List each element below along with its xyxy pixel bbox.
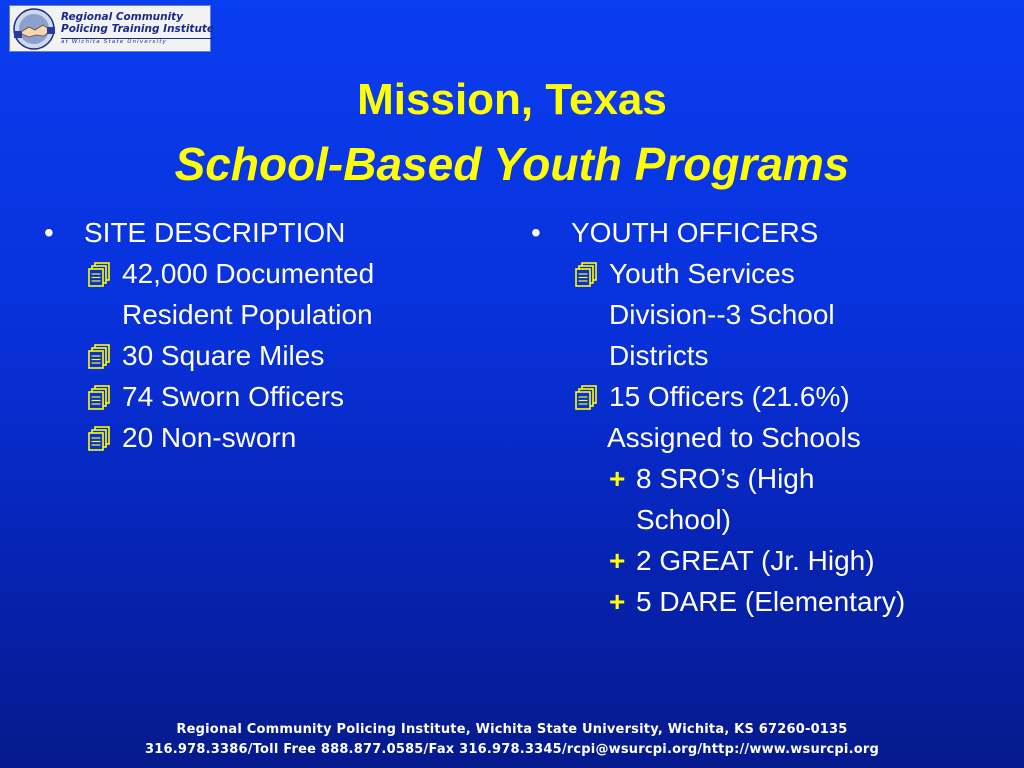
list-item [44,253,494,294]
list-item-text: Districts [609,340,709,371]
list-item-text: Youth Services [609,258,795,289]
list-item [531,376,1001,417]
list-item [531,253,1001,294]
list-item-continuation [531,294,1001,335]
list-item-text: 42,000 Documented [122,258,375,289]
list-item-continuation [531,417,1001,458]
nested-list-item-text: 8 SRO’s (High [636,463,815,494]
bullet-dot-icon: • [531,217,541,248]
document-stack-icon [86,385,112,411]
document-stack-icon [573,262,599,288]
list-item-text: Division--3 School [609,299,835,330]
list-item [44,376,494,417]
handshake-emblem-icon [11,7,57,51]
nested-list-item [531,540,1001,581]
list-item-text: Assigned to Schools [607,422,861,453]
list-item-continuation [44,294,494,335]
left-heading: SITE DESCRIPTION [84,217,346,248]
list-item-text: 30 Square Miles [122,340,325,371]
plus-icon: + [609,586,626,617]
nested-list-item-text: 2 GREAT (Jr. High) [636,545,875,576]
list-item-text: 74 Sworn Officers [122,381,345,412]
right-heading: YOUTH OFFICERS [571,217,819,248]
logo-line-1: Regional Community [61,10,184,23]
plus-icon: + [609,545,626,576]
logo-line-2: Policing Training Institute [61,23,215,36]
institute-logo [9,5,215,52]
list-item [44,417,494,458]
nested-list-item [531,581,1001,622]
footer-contact: 316.978.3386/Toll Free 888.877.0585/Fax 316.978.3345/rcpi@wsurcpi.org/http://www.wsurcpi.org [145,742,879,757]
nested-list-item-text: 5 DARE (Elementary) [636,586,906,617]
list-item-text: Resident Population [122,299,373,330]
plus-icon: + [609,463,626,494]
list-item-text: 15 Officers (21.6%) [609,381,850,412]
nested-list-item-text: School) [636,504,731,535]
right-heading-row [531,212,1001,253]
document-stack-icon [573,385,599,411]
list-item-continuation [531,335,1001,376]
nested-list-item [531,458,1001,499]
document-stack-icon [86,344,112,370]
slide-title: Mission, Texas [357,75,667,124]
left-column [44,212,494,458]
right-column [531,212,1001,622]
document-stack-icon [86,262,112,288]
list-item-text: 20 Non-sworn [122,422,297,453]
footer-address: Regional Community Policing Institute, Wichita State University, Wichita, KS 67260-0135 [176,722,848,737]
nested-list-item-continuation [531,499,1001,540]
document-stack-icon [86,426,112,452]
list-item [44,335,494,376]
slide-subtitle: School-Based Youth Programs [174,138,850,190]
logo-subline: at Wichita State University [61,38,214,46]
left-heading-row [44,212,494,253]
bullet-dot-icon: • [44,217,54,248]
